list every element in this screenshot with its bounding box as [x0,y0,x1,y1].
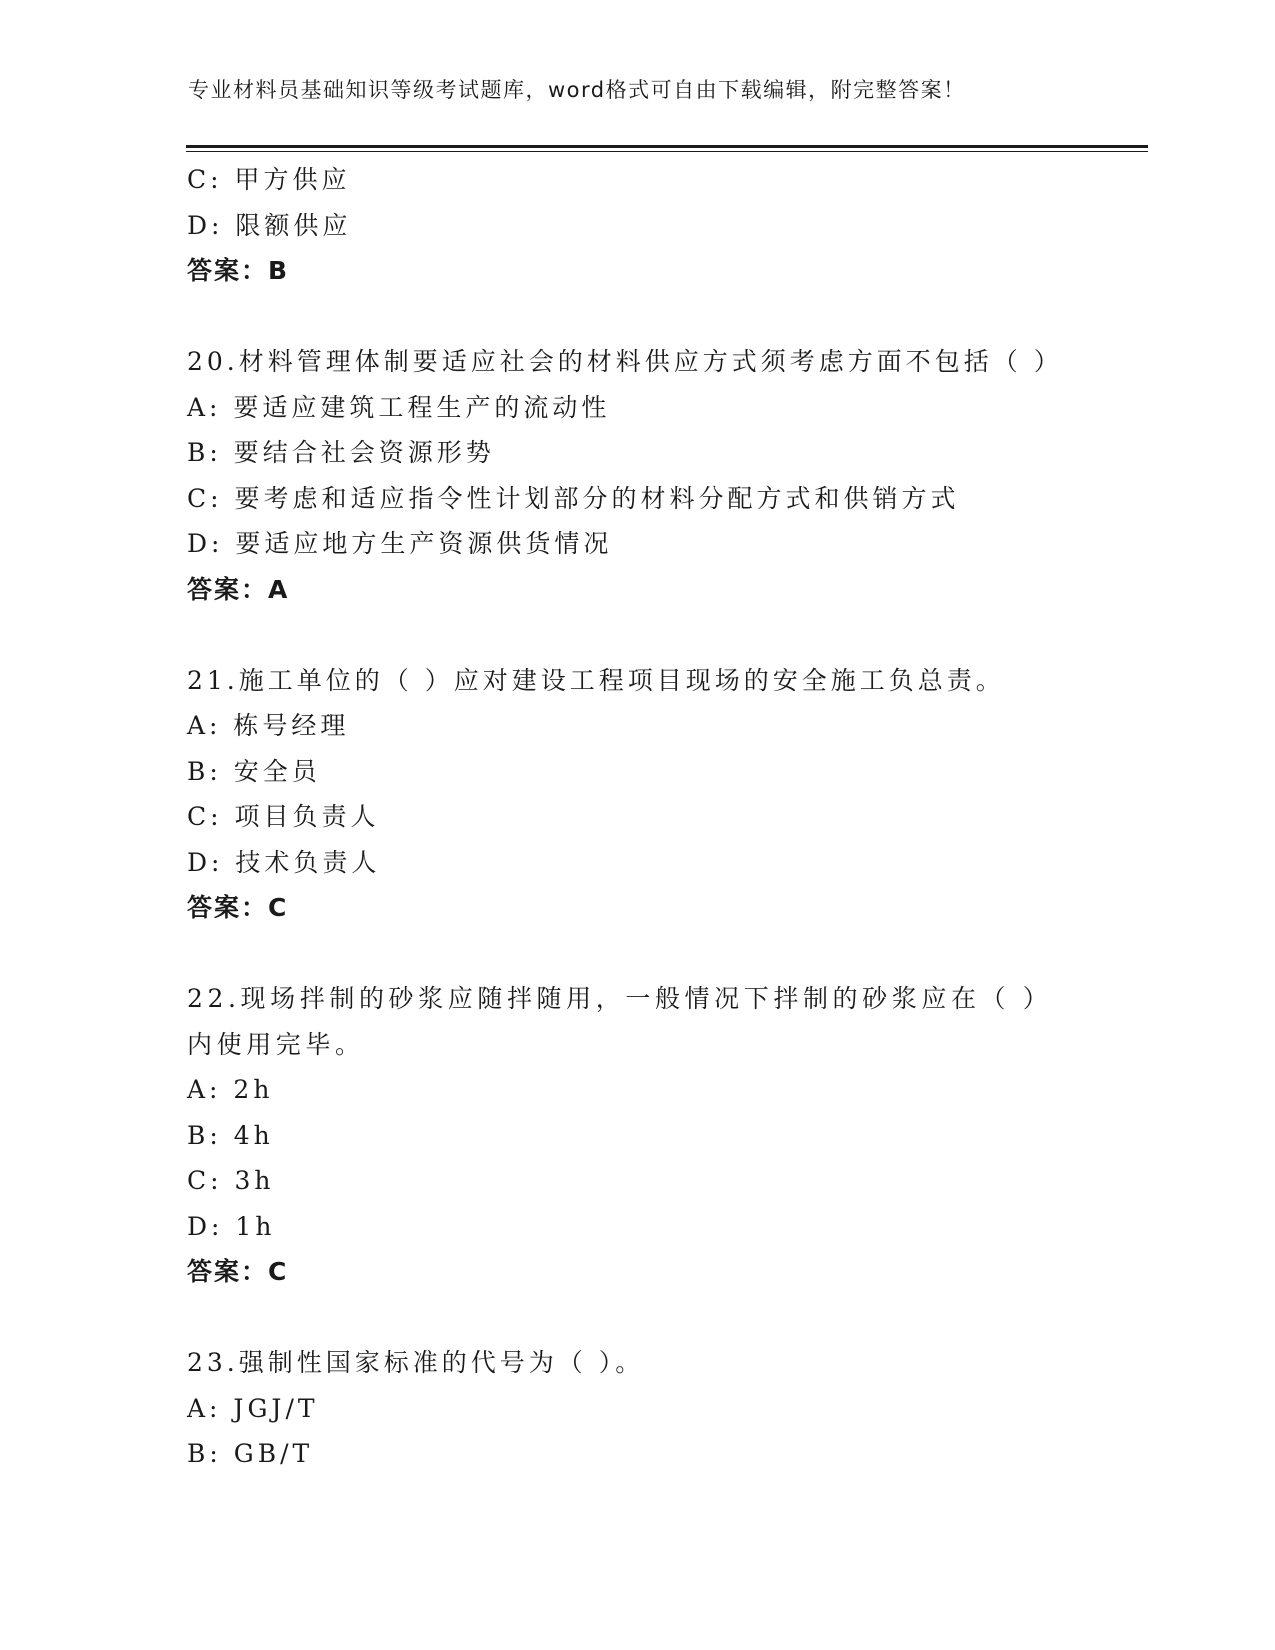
prev-question-tail [187,157,1087,294]
option-c: C: 甲方供应 [187,165,351,194]
option-c: C: 3h [187,1166,275,1195]
option-a: A: 2h [187,1075,274,1104]
option-d: D: 限额供应 [187,210,352,240]
header-divider-thick [186,145,1148,148]
question-stem: 20.材料管理体制要适应社会的材料供应方式须考虑方面不包括（ ） [187,347,1063,376]
question-stem: 22.现场拌制的砂浆应随拌随用，一般情况下拌制的砂浆应在（ ）内使用完毕。 [187,984,1040,1059]
question-20 [187,339,1087,612]
page-header: 专业材料员基础知识等级考试题库，word格式可自由下载编辑，附完整答案！ [188,78,966,102]
option-b: B: 安全员 [187,756,321,786]
answer-line: 答案：B [187,256,290,285]
option-a: A: JGJ/T [187,1393,319,1423]
option-d: D: 1h [187,1211,276,1241]
question-23 [187,1340,1087,1477]
option-c: C: 要考虑和适应指令性计划部分的材料分配方式和供销方式 [187,483,960,513]
answer-line: 答案：C [187,893,289,922]
option-b: B: 4h [187,1120,274,1150]
option-d: D: 技术负责人 [187,847,381,877]
option-a: A: 要适应建筑工程生产的流动性 [187,392,611,422]
question-list [187,157,1087,1477]
option-c: C: 项目负责人 [187,802,380,831]
option-b: B: 要结合社会资源形势 [187,438,495,467]
question-22 [187,976,1087,1295]
header-divider-thin [186,151,1148,152]
option-b: B: GB/T [187,1439,314,1468]
option-d: D: 要适应地方生产资源供货情况 [187,529,613,558]
answer-line: 答案：C [187,1257,289,1286]
question-stem: 21.施工单位的（ ）应对建设工程项目现场的安全施工负总责。 [187,665,1005,695]
question-stem: 23.强制性国家标准的代号为（ ）。 [187,1348,645,1377]
option-a: A: 栋号经理 [187,711,350,740]
answer-line: 答案：A [187,574,290,604]
question-21 [187,658,1087,931]
